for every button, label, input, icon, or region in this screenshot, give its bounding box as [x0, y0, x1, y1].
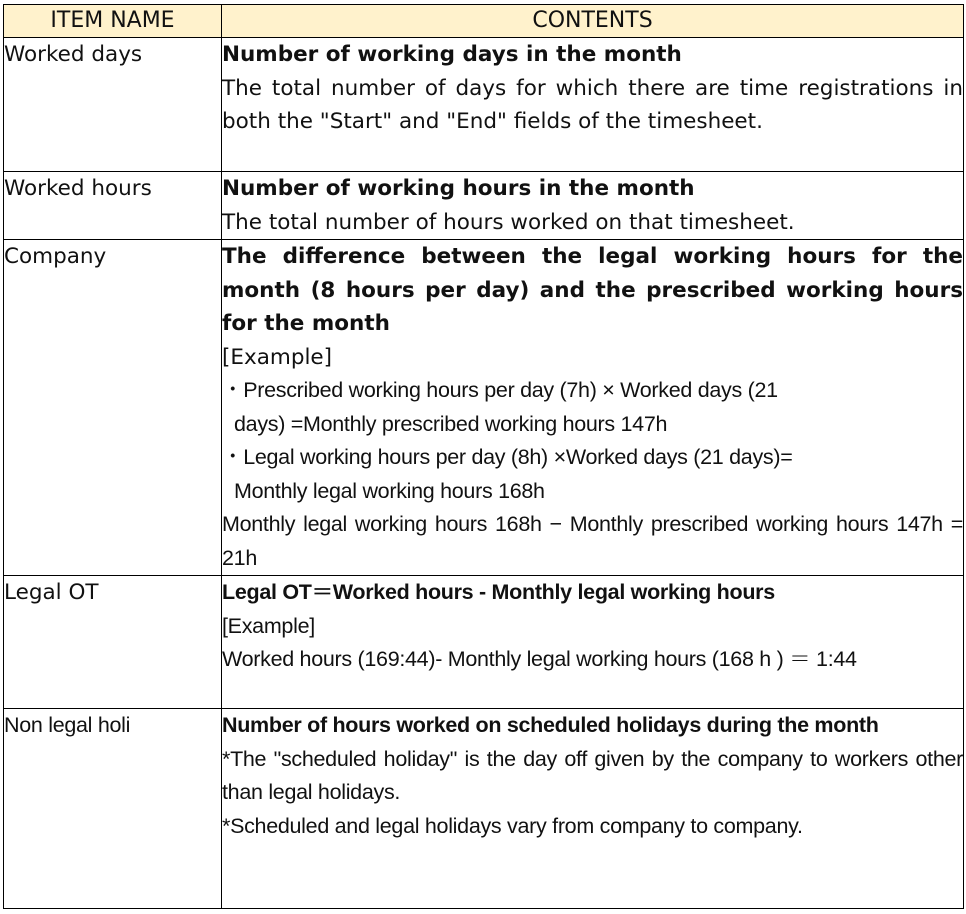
table-row [4, 38, 964, 172]
example-label: [Example] [222, 344, 333, 370]
header-contents: CONTENTS [222, 5, 964, 38]
table-row [4, 172, 964, 240]
row-description: The total number of days for which there are time registrations in both the "Start" and "End" fields of the timesheet. [222, 75, 963, 134]
example-result: Worked hours (169:44)- Monthly legal working hours (168 h ) ＝ 1:44 [222, 647, 857, 671]
item-name-cell: Worked days [4, 38, 222, 172]
table-row [4, 576, 964, 709]
contents-cell [222, 709, 964, 909]
row-description: The total number of hours worked on that timesheet. [222, 209, 795, 235]
row-title: Number of working hours in the month [222, 176, 695, 201]
bullet-line: ・Legal working hours per day (8h) ×Worked days (21 days)= [222, 445, 793, 469]
bullet-line-continued: days) =Monthly prescribed working hours 147h [234, 411, 668, 436]
item-name-cell: Legal OT [4, 576, 222, 709]
table-header-row [4, 5, 964, 38]
item-name-cell: Company [4, 240, 222, 576]
table-row [4, 709, 964, 909]
row-title: Legal OT＝Worked hours - Monthly legal working hours [222, 580, 775, 604]
contents-cell [222, 38, 964, 172]
row-title: Number of hours worked on scheduled holidays during the month [222, 713, 879, 737]
contents-cell [222, 576, 964, 709]
contents-cell [222, 172, 964, 240]
row-title: Number of working days in the month [222, 42, 682, 67]
contents-cell [222, 240, 964, 576]
definitions-table [3, 4, 964, 909]
table-row [4, 240, 964, 576]
row-title: The difference between the legal working hours for the month (8 hours per day) and the prescribed working hours for the month [222, 244, 963, 336]
example-bullet [222, 441, 963, 508]
example-label: [Example] [222, 613, 315, 638]
header-item-name: ITEM NAME [4, 5, 222, 38]
example-result: Monthly legal working hours 168h − Monthly prescribed working hours 147h = 21h [222, 512, 963, 570]
item-name-cell: Worked hours [4, 172, 222, 240]
bullet-line-continued: Monthly legal working hours 168h [234, 478, 545, 503]
item-name-cell: Non legal holi [4, 709, 222, 909]
bullet-line: ・Prescribed working hours per day (7h) × Worked days (21 [222, 378, 778, 402]
example-bullet [222, 374, 963, 441]
row-note: *The "scheduled holiday" is the day off given by the company to workers other than legal holidays. [222, 746, 963, 804]
row-note: *Scheduled and legal holidays vary from company to company. [222, 813, 803, 838]
